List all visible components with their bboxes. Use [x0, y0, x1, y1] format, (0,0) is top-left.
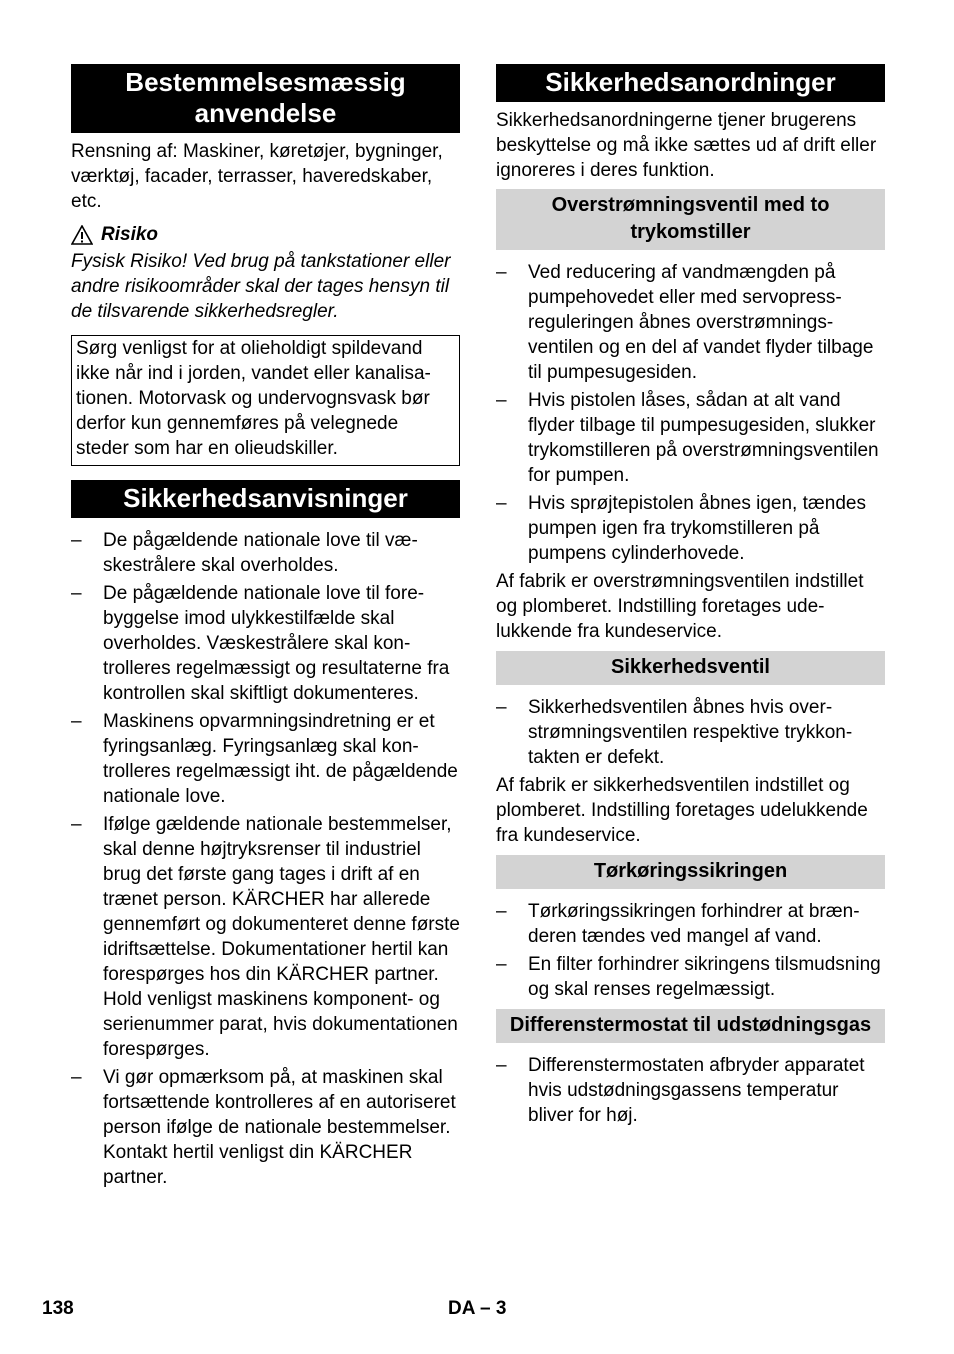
language-section-label: DA – 3 [448, 1298, 507, 1319]
list-item: – Tørkøringssikringen forhindrer at brænderen tændes ved mangel af vand. [496, 899, 885, 949]
heading-overflow-valve: Overstrømningsventil med to trykomstiller [496, 189, 885, 250]
exhaust-thermostat-list [496, 1053, 885, 1128]
heading-safety-devices: Sikkerhedsanordninger [496, 64, 885, 102]
overflow-valve-text: Af fabrik er overstrømningsventilen indstillet og plomberet. Indstilling foretages udelukkende fra kundeservice. [496, 571, 864, 642]
safety-devices-text: Sikkerhedsanordningerne tjener brugerens beskyttelse og må ikke sættes ud af drift eller ignoreres i deres funktion. [496, 110, 877, 181]
page-number: 138 [42, 1298, 74, 1319]
overflow-valve-list [496, 260, 885, 566]
list-item: – Vi gør opmærksom på, at maskinen skal fortsættende kontrolleres af en autoriseret person ifølge de nationale bestemmelser. Kontakt hertil venligst din KÄRCHER partner. [71, 1065, 460, 1190]
list-item: – Ifølge gældende nationale bestemmelser, skal denne højtryksrenser til industriel brug det første gang tages i drift af en trænet person. KÄRCHER har allerede gennemført og dokumenteret denne første idriftsættelse. Dokumentationer hertil kan forespørges hos din KÄRCHER partner. Hold venligst maskinens komponent- og serienummer parat, hvis dokumentationen forespørges. [71, 812, 460, 1062]
safety-valve-text: Af fabrik er sikkerhedsventilen indstillet og plomberet. Indstilling foretages udelukkende fra kundeservice. [496, 775, 868, 846]
heading-dry-run-protection: Tørkøringssikringen [496, 855, 885, 889]
heading-intended-use: Bestemmelsesmæssig anvendelse [71, 64, 460, 133]
list-item: – Ved reducering af vandmængden på pumpehovedet eller med servopress-reguleringen åbnes overstrømningsventilen og en del af vandet flyder tilbage til pumpesugesiden. [496, 260, 885, 385]
intended-use-text: Rensning af: Maskiner, køretøjer, bygninger, værktøj, facader, terrasser, haveredskaber, etc. [71, 141, 443, 212]
warning-triangle-icon [71, 225, 93, 245]
risk-text: Fysisk Risiko! Ved brug på tankstationer eller andre risikoområder skal der tages hensyn til de tilsvarende sikkerhedsregler. [71, 251, 451, 322]
risk-heading [71, 222, 460, 247]
safety-valve-list [496, 695, 885, 770]
environment-notice-box [71, 335, 460, 466]
safety-instructions-list [71, 528, 460, 1190]
list-item: – Sikkerhedsventilen åbnes hvis overstrømningsventilen respektive trykkontakten er defekt. [496, 695, 885, 770]
list-item: – Differenstermostaten afbryder apparatet hvis udstødningsgassens temperatur bliver for høj. [496, 1053, 885, 1128]
list-item: – Hvis pistolen låses, sådan at alt vand flyder tilbage til pumpesugesiden, slukker trykomstilleren på overstrømningsventilen for pumpen. [496, 388, 885, 488]
environment-notice-text: Sørg venligst for at olieholdigt spildevand ikke når ind i jorden, vandet eller kanalisationen. Motorvask og undervognsvask bør derfor kun gennemføres på velegnede steder som har en olieudskiller. [76, 338, 431, 459]
right-column [496, 64, 885, 1131]
left-column [71, 64, 460, 1193]
heading-safety-valve: Sikkerhedsventil [496, 651, 885, 685]
list-item: – De pågældende nationale love til forebyggelse imod ulykkestilfælde skal overholdes. Væskestrålere skal kontrolleres regelmæssigt og resultaterne fra kontrollen skal skiftligt dokumenteres. [71, 581, 460, 706]
list-item: – Maskinens opvarmningsindretning er et fyringsanlæg. Fyringsanlæg skal kontrolleres regelmæssigt iht. de pågældende nationale love. [71, 709, 460, 809]
heading-safety-instructions: Sikkerhedsanvisninger [71, 480, 460, 518]
heading-exhaust-thermostat: Differenstermostat til udstødningsgas [496, 1009, 885, 1043]
dry-run-list [496, 899, 885, 1002]
list-item: – En filter forhindrer sikringens tilsmudsning og skal renses regelmæssigt. [496, 952, 885, 1002]
list-item: – Hvis sprøjtepistolen åbnes igen, tændes pumpen igen fra trykomstilleren på pumpens cylinderhovede. [496, 491, 885, 566]
risk-label: Risiko [101, 224, 159, 245]
list-item: – De pågældende nationale love til væskestrålere skal overholdes. [71, 528, 460, 578]
